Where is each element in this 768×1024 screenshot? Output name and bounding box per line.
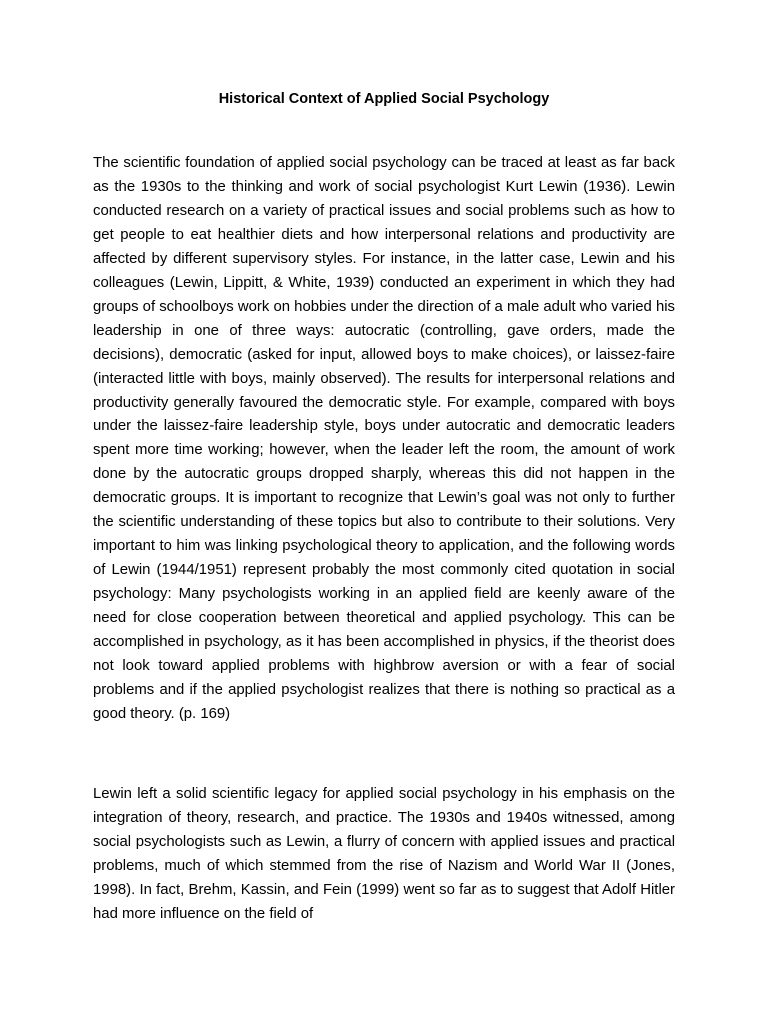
body-paragraph-2: Lewin left a solid scientific legacy for applied social psychology in his emphasis on the integration of theory, research, and practice. The 1930s and 1940s witnessed, among social psychologists such as Lewin, a flurry of concern with applied issues and practical problems, much of which stemmed from the rise of Nazism and World War II (Jones, 1998). In fact, Brehm, Kassin, and Fein (1999) went so far as to suggest that Adolf Hitler had more influence on the field of — [93, 786, 675, 922]
document-title: Historical Context of Applied Social Psychology — [218, 91, 550, 107]
body-paragraph-1: The scientific foundation of applied social psychology can be traced at least as far back as the 1930s to the thinking and work of social psychologist Kurt Lewin (1936). Lewin conducted research on a variety of practical issues and social problems such as how to get people to eat healthier diets and how interpersonal relations and productivity are affected by different supervisory styles. For instance, in the latter case, Lewin and his colleagues (Lewin, Lippitt, & White, 1939) conducted an experiment in which they had groups of schoolboys work on hobbies under the direction of a male adult who varied his leadership in one of three ways: autocratic (controlling, gave orders, made the decisions), democratic (asked for input, allowed boys to make choices), or laissez-faire (interacted little with boys, mainly observed). The results for interpersonal relations and productivity generally favoured the democratic style. For example, compared with boys under the laissez-faire leadership style, boys under autocratic and democratic leaders spent more time working; however, when the leader left the room, the amount of work done by the autocratic groups dropped sharply, whereas this did not happen in the democratic groups. It is important to recognize that Lewin’s goal was not only to further the scientific understanding of these topics but also to contribute to their solutions. Very important to him was linking psychological theory to application, and the following words of Lewin (1944/1951) represent probably the most commonly cited quotation in social psychology: Many psychologists working in an applied field are keenly aware of the need for close cooperation between theoretical and applied psychology. This can be accomplished in psychology, as it has been accomplished in physics, if the theorist does not look toward applied problems with highbrow aversion or with a fear of social problems and if the applied psychologist realizes that there is nothing so practical as a good theory. (p. 169) — [93, 155, 675, 722]
